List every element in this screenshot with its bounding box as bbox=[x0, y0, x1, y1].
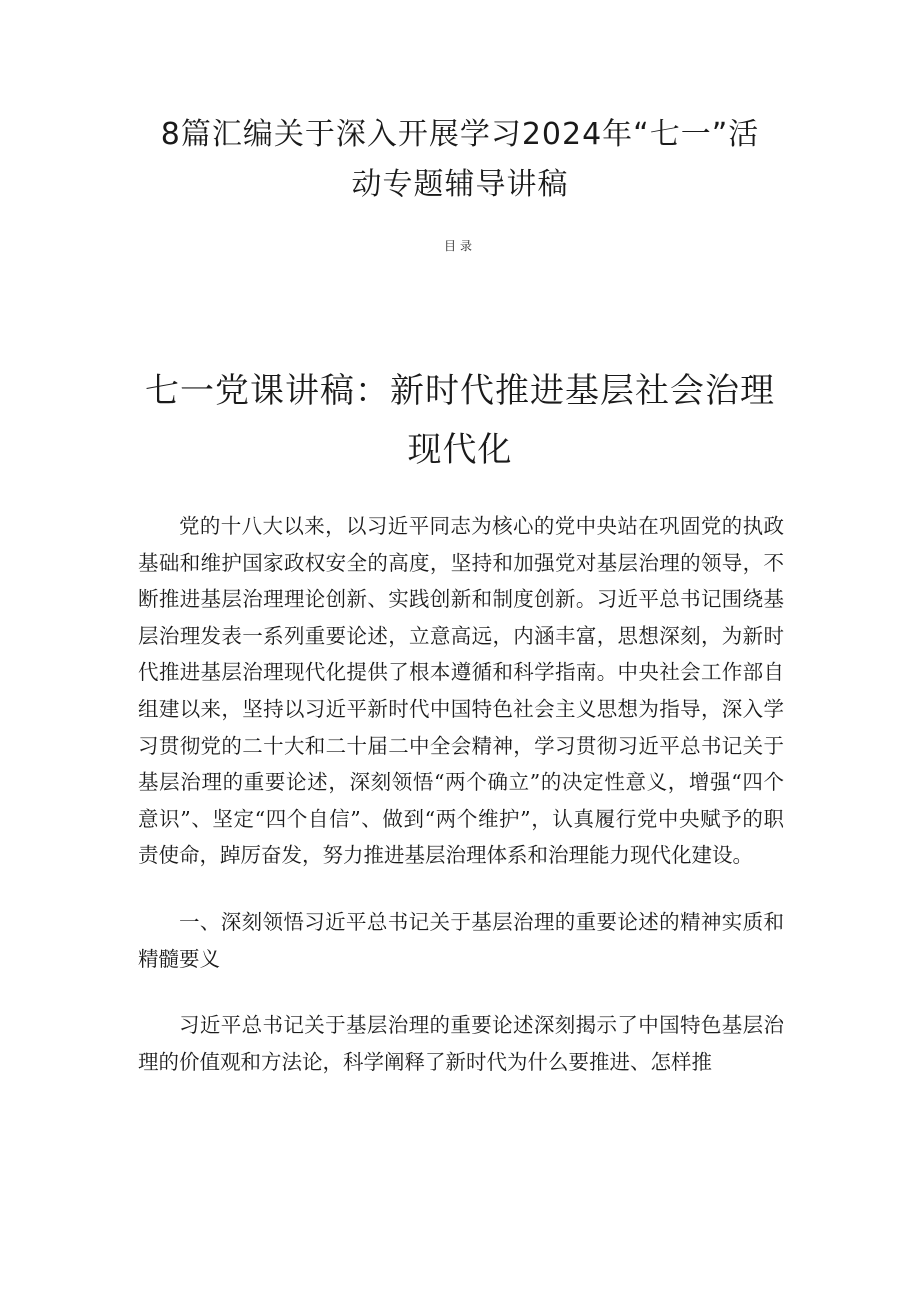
table-of-contents-label: 目录 bbox=[443, 239, 476, 253]
document-title: 8篇汇编关于深入开展学习2024年“七一”活动专题辅导讲稿 bbox=[160, 117, 760, 202]
article-body bbox=[138, 508, 784, 1080]
body-paragraph-intro: 党的十八大以来，以习近平同志为核心的党中央站在巩固党的执政基础和维护国家政权安全的高度，坚持和加强党对基层治理的领导，不断推进基层治理理论创新、实践创新和制度创新。习近平总书记围绕基层治理发表一系列重要论述，立意高远，内涵丰富，思想深刻，为新时代推进基层治理现代化提供了根本遵循和科学指南。中央社会工作部自组建以来，坚持以习近平新时代中国特色社会主义思想为指导，深入学习贯彻党的二十大和二十届二中全会精神，学习贯彻习近平总书记关于基层治理的重要论述，深刻领悟“两个确立”的决定性意义，增强“四个意识”、坚定“四个自信”、做到“两个维护”，认真履行党中央赋予的职责使命，踔厉奋发，努力推进基层治理体系和治理能力现代化建设。 bbox=[138, 514, 784, 868]
section-heading-1: 一、深刻领悟习近平总书记关于基层治理的重要论述的精神实质和精髓要义 bbox=[138, 909, 784, 971]
body-paragraph-section-1: 习近平总书记关于基层治理的重要论述深刻揭示了中国特色基层治理的价值观和方法论，科学阐释了新时代为什么要推进、怎样推 bbox=[138, 1013, 784, 1074]
article-title: 七一党课讲稿：新时代推进基层社会治理现代化 bbox=[145, 371, 775, 470]
